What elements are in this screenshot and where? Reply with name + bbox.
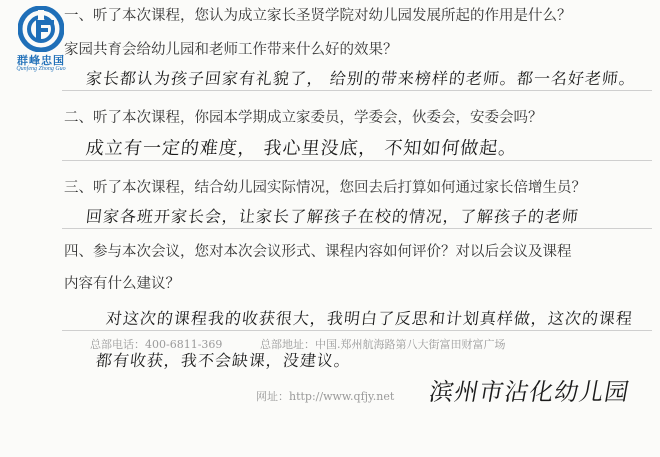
answer-1: 家长都认为孩子回家有礼貌了， 给别的带来榜样的老师。都一名好老师。 [84, 69, 637, 88]
footer-website[interactable]: 网址：http://www.qfjy.net [256, 390, 395, 403]
handwritten-signature: 滨州市沾化幼儿园 [427, 378, 633, 406]
question-2: 二、听了本次课程，你园本学期成立家委员，学委会，伙委会，安委会吗？ [64, 110, 543, 126]
logo-subtitle: Qunfeng Zhong Guo [16, 66, 66, 72]
answer-2: 成立有一定的难度， 我心里没底， 不知如何做起。 [84, 138, 519, 159]
footer-phone: 总部电话：400-6811-369 [90, 338, 223, 351]
answer-4-rule [62, 330, 652, 331]
answer-3: 回家各班开家长会，让家长了解孩子在校的情况，了解孩子的老师 [84, 207, 580, 226]
logo-emblem-icon [18, 6, 64, 52]
question-4-line-2: 内容有什么建议？ [64, 276, 180, 292]
logo-name: 群峰忠国 [17, 54, 65, 67]
question-1-line-2: 家园共育会给幼儿园和老师工作带来什么好的效果？ [64, 42, 398, 58]
answer-4-line-1: 对这次的课程我的收获很大，我明白了反思和计划真样做，这次的课程 [104, 309, 634, 328]
answer-2-rule [62, 160, 652, 161]
question-1-line-1: 一、听了本次课程，您认为成立家长圣贤学院对幼儿园发展所起的作用是什么？ [64, 8, 572, 24]
answer-1-rule [62, 90, 652, 91]
footer-address: 总部地址：中国.郑州航海路第八大街富田财富广场 [260, 338, 506, 351]
question-4-line-1: 四、参与本次会议，您对本次会议形式、课程内容如何评价？对以后会议及课程 [64, 244, 572, 260]
answer-4-line-2: 都有收获，我不会缺课，没建议。 [94, 351, 352, 370]
answer-3-rule [62, 228, 652, 229]
question-3: 三、听了本次课程，结合幼儿园实际情况，您回去后打算如何通过家长倍增生员？ [64, 180, 586, 196]
